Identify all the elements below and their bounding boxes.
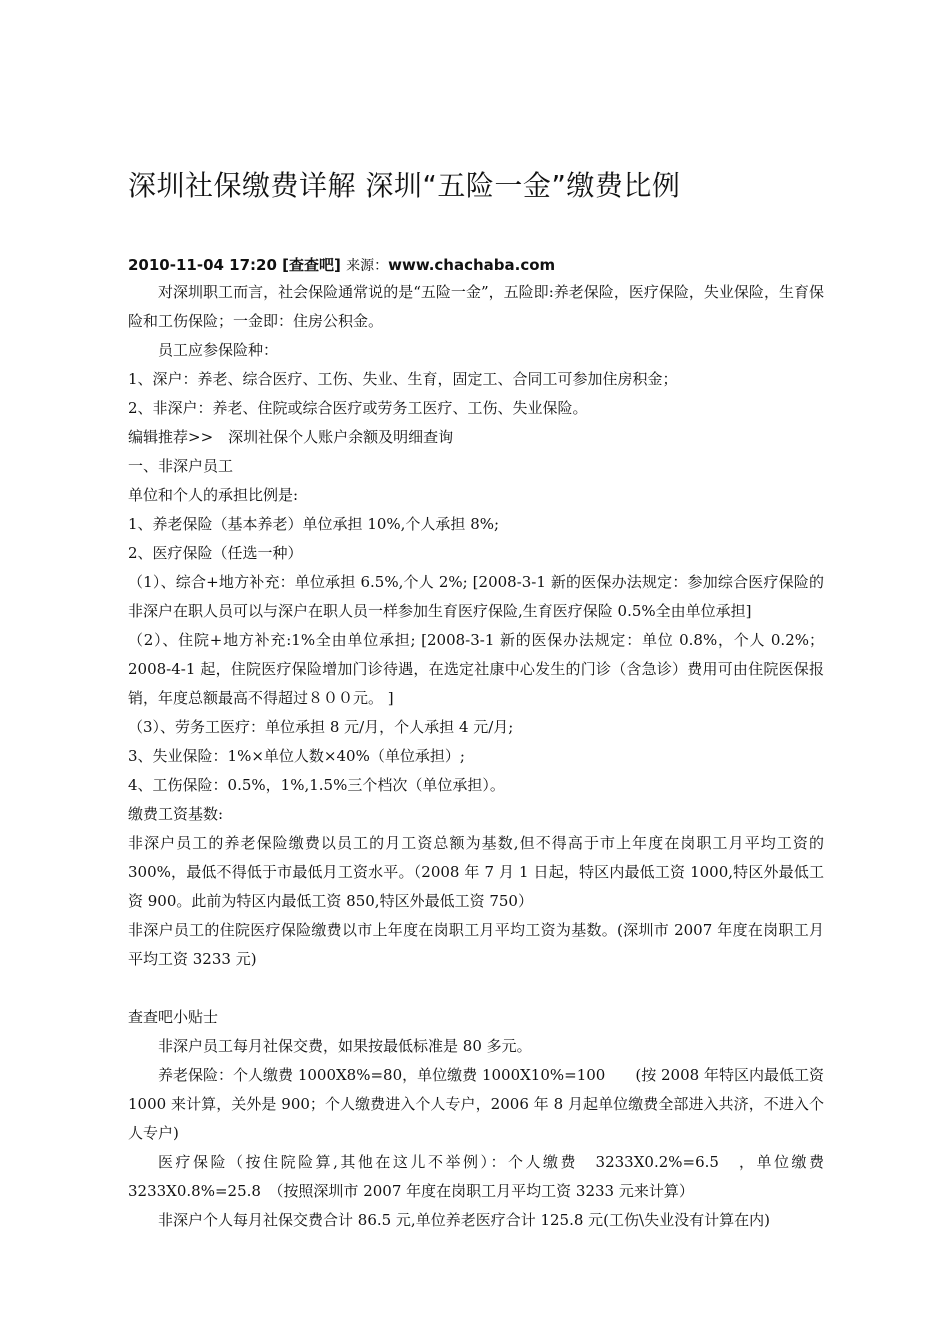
paragraph: 非深户员工每月社保交费，如果按最低标准是 80 多元。 bbox=[158, 1037, 532, 1055]
list-item: 1、深户：养老、综合医疗、工伤、失业、生育，固定工、合同工可参加住房积金； bbox=[128, 370, 678, 388]
list-item: （3）、劳务工医疗：单位承担 8 元/月，个人承担 4 元/月; bbox=[128, 718, 514, 736]
site-tag: [查查吧] bbox=[282, 256, 341, 274]
paragraph: 养老保险：个人缴费 1000X8%=80，单位缴费 1000X10%=100 (按 2008 年特区内最低工资 1000 来计算，关外是 900；个人缴费进入个人专户，2006 年 8 月起单位缴费全部进入共济，不进入个人专户) bbox=[128, 1066, 824, 1142]
source-link[interactable]: www.chachaba.com bbox=[388, 256, 556, 274]
list-item: 2、医疗保险（任选一种） bbox=[128, 544, 303, 562]
list-item: 2、非深户：养老、住院或综合医疗或劳务工医疗、工伤、失业保险。 bbox=[128, 399, 588, 417]
section-heading: 一、非深户员工 bbox=[128, 457, 234, 475]
spacer bbox=[128, 974, 824, 1003]
article-body bbox=[128, 278, 824, 1235]
list-item: 4、工伤保险：0.5%，1%,1.5%三个档次（单位承担）。 bbox=[128, 776, 505, 794]
publish-datetime: 2010-11-04 17:20 bbox=[128, 256, 277, 274]
page-title: 深圳社保缴费详解 深圳“五险一金”缴费比例 bbox=[128, 169, 681, 202]
paragraph: 单位和个人的承担比例是: bbox=[128, 486, 299, 504]
list-item: （2）、住院+地方补充:1%全由单位承担; [2008-3-1 新的医保办法规定：单位 0.8%，个人 0.2%；2008-4-1 起，住院医疗保险增加门诊待遇，在选定社康中心发生的门诊（含急诊）费用可由住院医保报销，年度总额最高不得超过８００元。 ] bbox=[128, 631, 824, 707]
paragraph: 医疗保险（按住院险算,其他在这儿不举例）：个人缴费 3233X0.2%=6.5 ，单位缴费 3233X0.8%=25.8 （按照深圳市 2007 年度在岗职工月平均工资 3233 元来计算） bbox=[128, 1153, 824, 1200]
insurance-types-heading: 员工应参保险种： bbox=[158, 341, 279, 359]
source-label: 来源： bbox=[346, 258, 389, 274]
list-item: 3、失业保险：1%×单位人数×40%（单位承担）; bbox=[128, 747, 465, 765]
paragraph: 非深户员工的养老保险缴费以员工的月工资总额为基数,但不得高于市上年度在岗职工月平均工资的 300%，最低不得低于市最低月工资水平。（2008 年 7 月 1 日起，特区内最低工资 1000,特区外最低工资 900。此前为特区内最低工资 850,特区外最低工资 750） bbox=[128, 834, 824, 910]
editor-recommend-link[interactable]: 编辑推荐>> 深圳社保个人账户余额及明细查询 bbox=[128, 428, 454, 446]
list-item: 1、养老保险（基本养老）单位承担 10%,个人承担 8%; bbox=[128, 515, 500, 533]
article-meta bbox=[128, 254, 555, 275]
tips-heading: 查查吧小贴士 bbox=[128, 1008, 219, 1026]
paragraph: 非深户个人每月社保交费合计 86.5 元,单位养老医疗合计 125.8 元(工伤\失业没有计算在内) bbox=[158, 1211, 770, 1229]
list-item: （1）、综合+地方补充：单位承担 6.5%,个人 2%; [2008-3-1 新的医保办法规定：参加综合医疗保险的非深户在职人员可以与深户在职人员一样参加生育医疗保险,生育医疗保险 0.5%全由单位承担] bbox=[128, 573, 824, 620]
subheading: 缴费工资基数: bbox=[128, 805, 224, 823]
intro-paragraph: 对深圳职工而言，社会保险通常说的是“五险一金”，五险即:养老保险，医疗保险，失业保险，生育保险和工伤保险；一金即：住房公积金。 bbox=[128, 283, 824, 330]
paragraph: 非深户员工的住院医疗保险缴费以市上年度在岗职工月平均工资为基数。(深圳市 2007 年度在岗职工月平均工资 3233 元) bbox=[128, 921, 824, 968]
